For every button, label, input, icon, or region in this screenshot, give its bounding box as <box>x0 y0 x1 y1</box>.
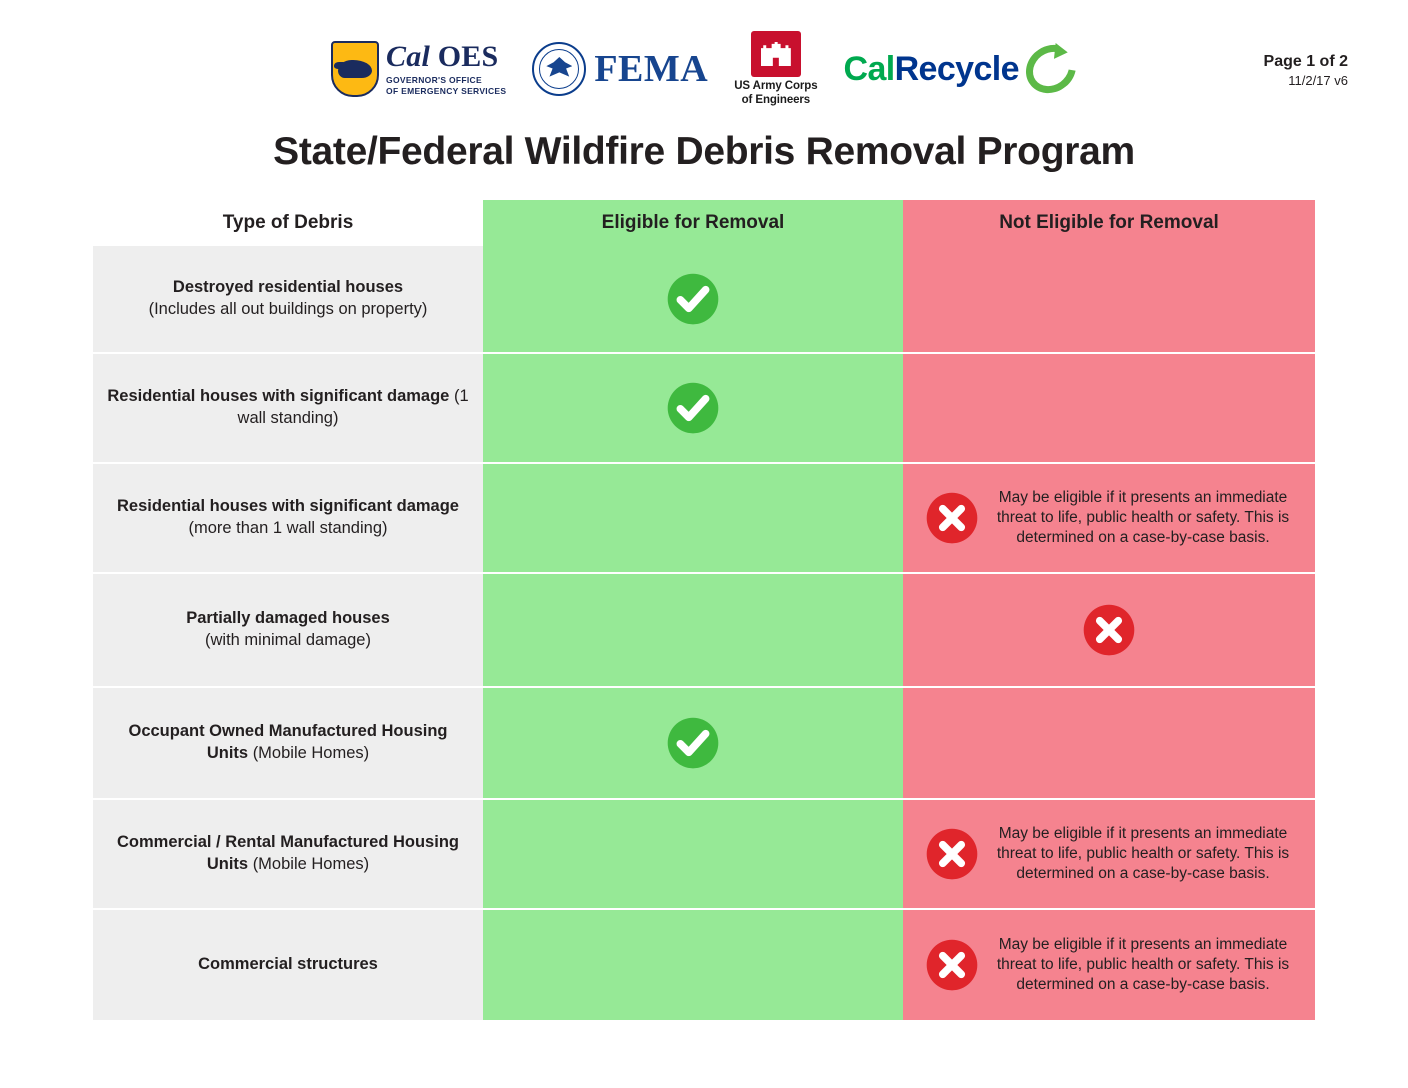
x-icon <box>925 491 979 545</box>
eligible-cell <box>483 464 903 574</box>
castle-icon <box>751 31 801 77</box>
calrecycle-word-recycle: Recycle <box>894 50 1019 88</box>
row-label-rest: (Includes all out buildings on property) <box>148 300 428 318</box>
eligible-cell <box>483 688 903 800</box>
row-label-rest: (1 wall standing) <box>237 387 469 427</box>
column-header-eligible: Eligible for Removal <box>601 212 785 233</box>
column-header-type-of-debris: Type of Debris <box>222 212 354 233</box>
bear-icon <box>338 60 372 78</box>
header <box>0 0 1408 110</box>
table-row <box>93 910 483 1022</box>
eligible-cell <box>483 574 903 688</box>
fema-seal-icon <box>532 42 586 96</box>
cal-oes-logo <box>331 41 506 97</box>
row-label-bold: Residential houses with significant damage <box>117 497 459 516</box>
table-row <box>93 800 483 910</box>
cal-oes-subtitle-line2: OF EMERGENCY SERVICES <box>386 85 507 96</box>
page-title: State/Federal Wildfire Debris Removal Program <box>273 130 1135 173</box>
table-row <box>93 354 483 464</box>
not-eligible-cell <box>903 464 1315 574</box>
row-label-rest: (Mobile Homes) <box>252 855 370 873</box>
not-eligible-cell <box>903 354 1315 464</box>
fema-logo <box>532 42 708 96</box>
column-header-not-eligible: Not Eligible for Removal <box>999 212 1219 233</box>
eligibility-table <box>93 200 1315 1022</box>
cal-oes-wordmark-oes: OES <box>437 39 499 73</box>
row-label-bold: Commercial / Rental Manufactured Housing Units <box>117 833 459 873</box>
fema-wordmark: FEMA <box>594 48 709 90</box>
table-row <box>93 464 483 574</box>
row-note: May be eligible if it presents an immediate threat to life, public health or safety. This is determined on a case-by-case basis. <box>996 489 1290 546</box>
calrecycle-logo <box>843 46 1076 92</box>
check-icon <box>666 716 720 770</box>
cal-oes-wordmark <box>386 39 506 73</box>
row-label-rest: (Mobile Homes) <box>252 744 370 762</box>
page-number: Page 1 of 2 <box>1263 53 1348 70</box>
row-label-bold: Commercial structures <box>198 955 378 974</box>
row-label-bold: Residential houses with significant damage <box>107 387 450 406</box>
not-eligible-cell <box>903 688 1315 800</box>
cal-oes-shield-icon <box>331 41 379 97</box>
table-row <box>93 688 483 800</box>
eagle-icon <box>546 57 572 81</box>
table-row <box>93 574 483 688</box>
castle-glyph <box>761 42 791 66</box>
recycle-arrow-icon <box>1016 35 1085 103</box>
row-label-rest: (more than 1 wall standing) <box>188 519 388 537</box>
row-note: May be eligible if it presents an immediate threat to life, public health or safety. This is determined on a case-by-case basis. <box>996 936 1290 993</box>
row-label-bold: Destroyed residential houses <box>172 278 404 297</box>
not-eligible-cell <box>903 910 1315 1022</box>
cal-oes-wordmark-cal: Cal <box>386 39 430 73</box>
x-icon <box>1082 603 1136 657</box>
usace-line2: of Engineers <box>741 93 811 106</box>
check-icon <box>666 381 720 435</box>
eligible-cell <box>483 910 903 1022</box>
not-eligible-cell <box>903 800 1315 910</box>
not-eligible-cell <box>903 574 1315 688</box>
not-eligible-cell <box>903 246 1315 354</box>
eligible-cell <box>483 800 903 910</box>
table-row <box>93 246 483 354</box>
document-version: 11/2/17 v6 <box>1288 72 1348 88</box>
row-label-rest: (with minimal damage) <box>205 631 371 649</box>
usace-line1: US Army Corps <box>734 79 818 92</box>
calrecycle-word-cal: Cal <box>843 50 895 88</box>
row-note: May be eligible if it presents an immediate threat to life, public health or safety. This is determined on a case-by-case basis. <box>996 825 1290 882</box>
cal-oes-subtitle-line1: GOVERNOR'S OFFICE <box>386 74 482 85</box>
usace-logo <box>734 31 817 107</box>
row-label-bold: Occupant Owned Manufactured Housing Units <box>128 722 448 762</box>
eligible-cell <box>483 354 903 464</box>
page-info <box>1264 52 1348 90</box>
x-icon <box>925 938 979 992</box>
check-icon <box>666 272 720 326</box>
x-icon <box>925 827 979 881</box>
eligible-cell <box>483 246 903 354</box>
row-label-bold: Partially damaged houses <box>186 609 390 628</box>
